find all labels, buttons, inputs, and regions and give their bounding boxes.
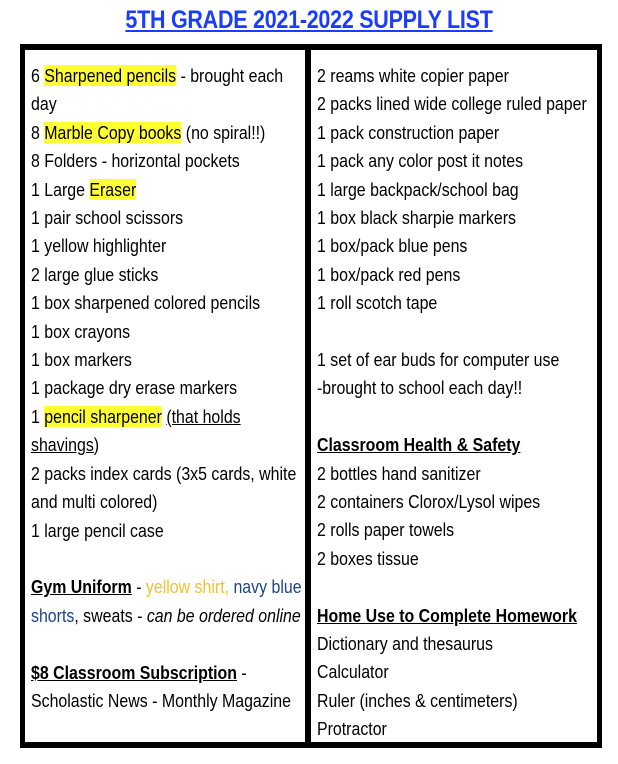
list-item: 1 pack any color post it notes [317, 150, 524, 172]
list-item: 1 pack construction paper [317, 121, 500, 143]
home-use-heading: Home Use to Complete Homework [317, 604, 577, 626]
list-item: 1 box markers [31, 349, 132, 371]
health-safety-heading: Classroom Health & Safety [317, 434, 521, 456]
list-item: 2 boxes tissue [317, 547, 419, 569]
list-item: 1 pencil sharpener (that holds shavings) [31, 405, 241, 456]
page-title: 5TH GRADE 2021-2022 SUPPLY LIST [125, 6, 493, 34]
list-item: 2 rolls paper towels [317, 519, 455, 541]
list-item: 2 containers Clorox/Lysol wipes [317, 491, 541, 513]
list-item: 1 large pencil case [31, 519, 164, 541]
health-items-list [317, 460, 595, 574]
gym-uniform-note: Gym Uniform - yellow shirt, navy blue shorts, sweats - can be ordered online [31, 576, 302, 626]
list-item: 1 package dry erase markers [31, 377, 238, 399]
home-items-list [317, 630, 595, 744]
list-item: 1 Large Eraser [31, 178, 137, 200]
list-item: 2 packs lined wide college ruled paper [317, 93, 587, 115]
list-item: 1 large backpack/school bag [317, 178, 519, 200]
subscription-heading: $8 Classroom Subscription [31, 661, 238, 683]
list-item: Dictionary and thesaurus [317, 633, 493, 655]
list-item: 2 reams white copier paper [317, 65, 509, 86]
list-item: Ruler (inches & centimeters) [317, 689, 518, 711]
list-item: 8 Marble Copy books (no spiral!!) [31, 121, 266, 143]
earbuds-note: -brought to school each day!! [317, 377, 523, 399]
list-item: Protractor [317, 718, 387, 740]
list-item: 2 bottles hand sanitizer [317, 462, 481, 484]
list-item: Calculator [317, 661, 389, 683]
supply-items-list [317, 62, 595, 318]
supply-list-table [20, 44, 602, 748]
list-item: 2 large glue sticks [31, 263, 159, 285]
list-item: 1 yellow highlighter [31, 235, 167, 257]
list-item: 1 box black sharpie markers [317, 207, 516, 229]
list-item: 1 box crayons [31, 320, 131, 342]
list-item: 6 Sharpened pencils - brought each day [31, 65, 284, 115]
right-column [311, 50, 597, 742]
list-item: 8 Folders - horizontal pockets [31, 150, 240, 172]
earbuds-item: 1 set of ear buds for computer use [317, 349, 560, 371]
list-item: 1 box/pack blue pens [317, 235, 468, 257]
list-item: 1 roll scotch tape [317, 292, 438, 314]
list-item: 2 packs index cards (3x5 cards, white and multi colored) [31, 462, 297, 513]
left-column [25, 50, 305, 742]
list-item: 1 box/pack red pens [317, 263, 461, 285]
gym-uniform-heading: Gym Uniform [31, 576, 132, 598]
subscription-heading-line: $8 Classroom Subscription - [31, 661, 247, 683]
subscription-text: Scholastic News - Monthly Magazine [31, 689, 291, 711]
list-item: 1 box sharpened colored pencils [31, 292, 261, 314]
list-item: 1 pair school scissors [31, 207, 184, 229]
